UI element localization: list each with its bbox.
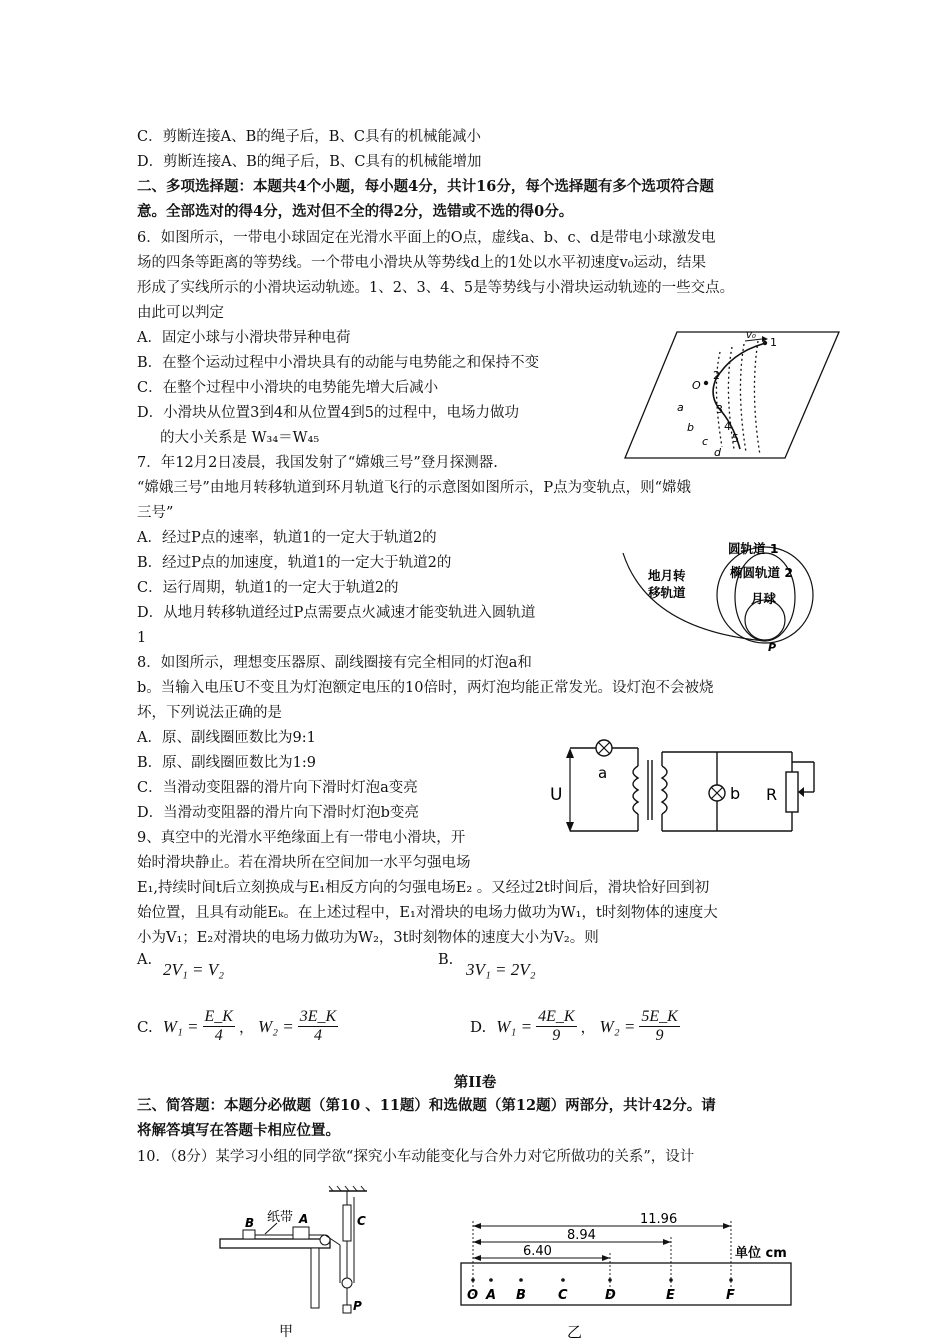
label-8-94: 8.94	[567, 1228, 596, 1243]
label-1: 1	[770, 336, 777, 349]
numerator: 4E_K	[538, 1008, 575, 1025]
label-unit: 单位 cm	[735, 1246, 787, 1261]
label-p: P	[353, 1299, 362, 1313]
rheostat	[786, 772, 798, 812]
label-u: U	[550, 785, 563, 805]
label-c: C	[558, 1288, 568, 1303]
q9-option-c	[137, 1008, 338, 1045]
denominator: 4	[214, 1027, 223, 1044]
label-d: d	[714, 446, 721, 459]
label-f: F	[726, 1288, 735, 1303]
caption-jia: 甲	[279, 1324, 293, 1340]
label-3: 3	[716, 403, 723, 416]
label-a: A	[299, 1212, 309, 1226]
label-o: O	[467, 1288, 479, 1303]
label-v0: v₀	[746, 330, 756, 341]
q5-option-c: C．剪断连接A、B的绳子后，B、C具有的机械能减小	[137, 129, 481, 145]
label-2: 2	[713, 369, 720, 382]
q7-figure	[618, 535, 843, 653]
slider-arrow	[798, 787, 804, 797]
label-o: O	[692, 379, 701, 392]
q10-figure-apparatus	[215, 1183, 390, 1343]
charge-o-dot	[704, 381, 708, 385]
q8-figure	[542, 738, 832, 843]
q9-stem: 小为V₁；E₂对滑块的电场力做功为W₂，3t时刻物体的速度大小为V₂。则	[137, 930, 599, 946]
label-b: B	[516, 1288, 526, 1303]
q9-stem: 始时滑块静止。若在滑块所在空间加一水平匀强电场	[137, 855, 471, 871]
label-b: b	[730, 784, 741, 803]
label-e: E	[666, 1288, 675, 1303]
denominator: 9	[655, 1027, 664, 1044]
q9-stem: E₁,持续时间t后立刻换成与E₁相反方向的匀强电场E₂ 。又经过2t时间后，滑块恰好回到初	[137, 880, 710, 896]
weight-p	[343, 1305, 351, 1313]
label-orbit-2: 椭圆轨道 2	[730, 565, 794, 580]
board	[220, 1239, 330, 1248]
caption-yi: 乙	[567, 1323, 583, 1341]
equipotential-c	[740, 344, 746, 452]
label-p: P	[768, 641, 777, 653]
spring-scale-c	[343, 1205, 351, 1241]
q6-stem: 场的四条等距离的等势线。一个带电小滑块从等势线d上的1处以水平初速度v₀运动，结果	[137, 255, 707, 271]
label-a: a	[598, 764, 608, 782]
q8-option-c: C．当滑动变阻器的滑片向下滑时灯泡a变亮	[137, 780, 418, 796]
timer-b	[243, 1230, 255, 1239]
q9-option-c-w2-fraction	[298, 1008, 338, 1045]
table-leg	[311, 1248, 319, 1308]
q9-option-d-w1: W₁ =	[496, 1016, 533, 1036]
q8-stem: 坏，下列说法正确的是	[137, 705, 282, 721]
q9-option-a-formula: 2V₁ = V₂	[163, 960, 225, 979]
trajectory	[713, 343, 766, 449]
label-11-96: 11.96	[640, 1212, 678, 1227]
q6-option-d-cont: 的大小关系是 W₃₄＝W₄₅	[160, 430, 320, 446]
q6-option-b: B．在整个运动过程中小滑块具有的动能与电势能之和保持不变	[137, 355, 540, 371]
label-a: a	[677, 401, 684, 414]
secondary-coil	[662, 766, 667, 814]
q6-stem: 6．如图所示，一带电小球固定在光滑水平面上的O点，虚线a、b、c、d是带电小球激发电	[137, 230, 716, 246]
label-6-40: 6.40	[523, 1244, 552, 1259]
q6-option-a: A．固定小球与小滑块带异种电荷	[137, 330, 351, 346]
label-c: c	[702, 435, 709, 448]
q8-option-a: A．原、副线圈匝数比为9:1	[137, 730, 316, 746]
q9-stem: 9、真空中的光滑水平绝缘面上有一带电小滑块，开	[137, 830, 466, 846]
label-b: b	[687, 421, 694, 434]
q9-option-b-label: B.	[438, 952, 454, 968]
cart-a	[293, 1227, 309, 1239]
fixed-pulley	[320, 1235, 330, 1245]
label-r: R	[766, 785, 778, 804]
q9-option-a-label: A.	[137, 952, 153, 968]
q9-option-d-label: D.	[470, 1017, 487, 1036]
denominator: 9	[552, 1027, 561, 1044]
q6-figure	[622, 327, 842, 462]
label-transfer: 移轨道	[648, 585, 686, 600]
label-a: A	[486, 1288, 497, 1303]
label-tape: 纸带	[267, 1210, 294, 1225]
label-4: 4	[724, 420, 731, 433]
q8-stem: b。当输入电压U不变且为灯泡额定电压的10倍时，两灯泡均能正常发光。设灯泡不会被烧	[137, 680, 714, 696]
label-5: 5	[732, 432, 739, 445]
q9-option-d-w1-fraction	[536, 1008, 576, 1045]
q7-stem: 三号”	[137, 505, 174, 521]
q7-option-a: A．经过P点的速率，轨道1的一定大于轨道2的	[137, 530, 437, 546]
q7-stem: “嫦娥三号”由地月转移轨道到环月轨道飞行的示意图如图所示，P点为变轨点，则“嫦娥	[137, 480, 691, 496]
numerator: 3E_K	[299, 1008, 337, 1025]
part-ii-title: 第II卷	[453, 1074, 497, 1091]
q7-option-d-cont: 1	[137, 630, 147, 646]
q9-option-d	[470, 1008, 680, 1045]
numerator: E_K	[204, 1008, 233, 1025]
section-heading-multiple-choice: 二、多项选择题：本题共4个小题，每小题4分，共计16分，每个选择题有多个选项符合题	[137, 178, 714, 195]
q9-option-c-w1: W₁ =	[162, 1016, 199, 1036]
q9-option-d-w2-fraction	[639, 1008, 679, 1045]
label-transfer: 地月转	[648, 568, 686, 583]
paper-tape	[461, 1263, 791, 1305]
q9-option-c-w2: W₂ =	[257, 1016, 294, 1036]
q7-option-c: C．运行周期，轨道1的一定大于轨道2的	[137, 580, 399, 596]
q7-option-b: B．经过P点的加速度，轨道1的一定大于轨道2的	[137, 555, 452, 571]
separator: ，	[580, 1018, 596, 1036]
q7-stem: 7．年12月2日凌晨，我国发射了“嫦娥三号”登月探测器.	[137, 455, 498, 471]
moon	[745, 600, 785, 640]
section-heading-short-answer-cont: 将解答填写在答题卡相应位置。	[137, 1122, 340, 1139]
primary-coil	[633, 766, 638, 814]
q8-option-d: D．当滑动变阻器的滑片向下滑时灯泡b变亮	[137, 805, 419, 821]
q10-figure-tape	[455, 1205, 800, 1343]
label-c: C	[357, 1214, 366, 1228]
q9-option-b-formula: 3V₁ = 2V₂	[466, 960, 536, 979]
q9-option-d-w2: W₂ =	[599, 1016, 636, 1036]
label-b: B	[245, 1216, 255, 1230]
denominator: 4	[314, 1027, 322, 1044]
point-1-dot	[763, 341, 767, 345]
q9-option-c-label: C.	[137, 1017, 153, 1036]
movable-pulley	[342, 1278, 352, 1288]
q5-option-d: D．剪断连接A、B的绳子后，B、C具有的机械能增加	[137, 154, 482, 170]
label-moon: 月球	[751, 591, 777, 606]
q9-option-c-w1-fraction	[203, 1008, 235, 1045]
q10-stem: 10．（8分）某学习小组的同学欲“探究小车动能变化与合外力对它所做功的关系”，设计	[137, 1149, 695, 1165]
section-heading-multiple-choice-cont: 意。全部选对的得4分，选对但不全的得2分，选错或不选的得0分。	[137, 203, 574, 220]
label-d: D	[605, 1288, 616, 1303]
q7-option-d: D．从地月转移轨道经过P点需要点火减速才能变轨进入圆轨道	[137, 605, 536, 621]
q6-stem: 形成了实线所示的小滑块运动轨迹。1、2、3、4、5是等势线与小滑块运动轨迹的一些交点。	[137, 280, 735, 296]
q6-option-c: C．在整个过程中小滑块的电势能先增大后减小	[137, 380, 439, 396]
label-orbit-1: 圆轨道 1	[728, 541, 779, 556]
section-heading-short-answer: 三、简答题：本题分必做题（第10 、11题）和选做题（第12题）两部分，共计42分。请	[137, 1097, 716, 1114]
equipotential-a	[716, 352, 722, 447]
q6-option-d: D．小滑块从位置3到4和从位置4到5的过程中，电场力做功	[137, 405, 520, 421]
q8-stem: 8．如图所示，理想变压器原、副线圈接有完全相同的灯泡a和	[137, 655, 532, 671]
numerator: 5E_K	[641, 1008, 678, 1025]
q6-stem: 由此可以判定	[137, 305, 224, 321]
q9-stem: 始位置，且具有动能Eₖ。在上述过程中，E₁对滑块的电场力做功为W₁，t时刻物体的速度大	[137, 905, 718, 921]
q8-option-b: B．原、副线圈匝数比为1:9	[137, 755, 316, 771]
equipotential-d	[754, 341, 760, 455]
separator: ，	[238, 1018, 254, 1036]
